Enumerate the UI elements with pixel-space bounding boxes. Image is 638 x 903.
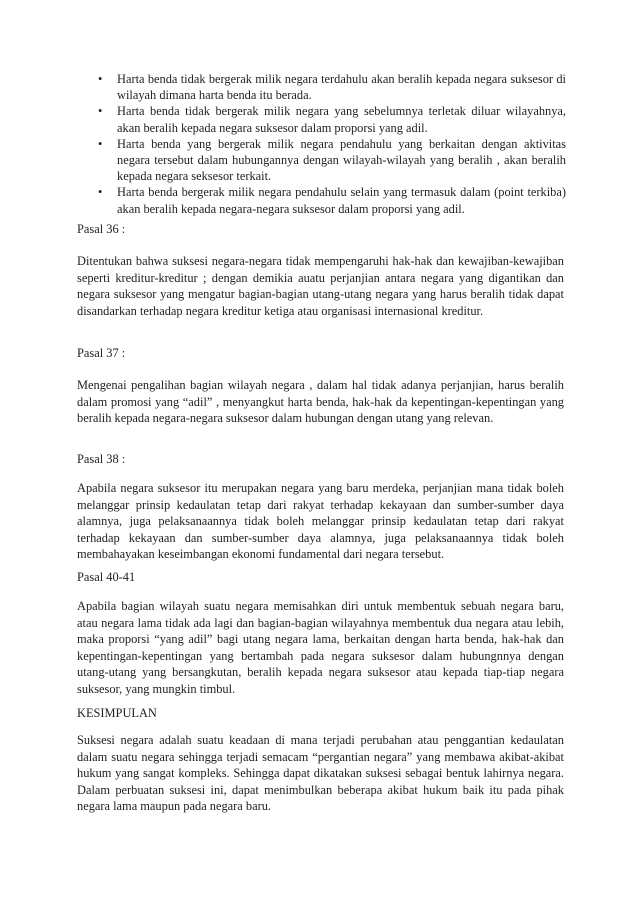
kesimpulan-paragraph: Suksesi negara adalah suatu keadaan di mana terjadi perubahan atau penggantian kedaulatan dalam suatu negara sehingga terjadi semacam “pergantian negara” yang membawa akibat-akibat hukum yang sangat kompleks. Sehingga dapat dikatakan suksesi sebagai bentuk lahirnya negara. Dalam perbuatan suksesi ini, dapat menimbulkan beberapa akibat hukum baik itu pada pihak negara lama maupun pada negara baru. [77,733,564,814]
bullet-item [96,103,566,135]
pasal-37-heading: Pasal 37 : [77,346,126,360]
bullet-item [96,71,566,103]
bullet-text: Harta benda bergerak milik negara pendahulu selain yang termasuk dalam (point terkiba) akan beralih kepada negara-negara suksesor dalam proporsi yang adil. [117,185,566,216]
bullet-dot-icon: • [98,136,103,151]
pasal-36-paragraph: Ditentukan bahwa suksesi negara-negara tidak mempengaruhi hak-hak dan kewajiban-kewajiban seperti kreditur-kreditur ; dengan demikia auatu perjanjian antara negara yang digantikan dan negara suksesor yang mengatur bagian-bagian utang-utang negara yang harus beralih tidak dapat disandarkan terhadap negara kreditur ketiga atau organisasi internasional kreditur. [77,254,564,318]
bullet-dot-icon: • [98,104,103,119]
pasal-36-heading: Pasal 36 : [77,222,126,236]
asset-transfer-bullet-list [96,71,566,217]
pasal-40-41-heading: Pasal 40-41 [77,570,136,584]
bullet-text: Harta benda tidak bergerak milik negara terdahulu akan beralih kepada negara suksesor di wilayah dimana harta benda itu berada. [117,72,566,103]
bullet-dot-icon: • [98,72,103,86]
pasal-38-heading: Pasal 38 : [77,452,126,466]
bullet-item [96,136,566,185]
pasal-40-41-paragraph: Apabila bagian wilayah suatu negara memisahkan diri untuk membentuk sebuah negara baru, atau negara lama tidak ada lagi dan bagian-bagian wilayahnya membentuk dua negara atau lebih, maka proporsi “yang adil” bagi utang negara lama, berkaitan dengan harta benda, hak-hak dan kepentingan-kepentingan yang bertambah pada negara suksesor dalam hubungnnya dengan utang-utang yang bersangkutan, beralih kepada negara suksesor atau kepada tiap-tiap negara suksesor, yang mungkin timbul. [77,599,564,696]
bullet-item [96,184,566,216]
bullet-text: Harta benda tidak bergerak milik negara yang sebelumnya terletak diluar wilayahnya, akan beralih kepada negara suksesor dalam proporsi yang adil. [117,104,566,135]
bullet-text: Harta benda yang bergerak milik negara pendahulu yang berkaitan dengan aktivitas negara tersebut dalam hubungannya dengan wilayah-wilayah yang beralih , akan beralih kepada negara seksesor terkait. [117,136,566,184]
kesimpulan-heading: KESIMPULAN [77,706,157,720]
pasal-38-paragraph: Apabila negara suksesor itu merupakan negara yang baru merdeka, perjanjian mana tidak boleh melanggar prinsip kedaulatan tetap dari rakyat terhadap kekayaan dan sumber-sumber daya alamnya, juga pelaksanaannya tidak boleh melanggar prinsip kedaulatan tetap dari rakyat terhadap kekayaan dan sumber-sumber daya alamnya, juga pelaksanaannya tidak boleh membahayakan keseimbangan ekonomi fundamental dari negara tersebut. [77,481,564,562]
pasal-37-paragraph: Mengenai pengalihan bagian wilayah negara , dalam hal tidak adanya perjanjian, harus beralih dalam promosi yang “adil” , menyangkut harta benda, hak-hak da kepentingan-kepentingan yang beralih kepada negara-negara suksesor dalam hubungan dengan utang yang relevan. [77,378,564,426]
bullet-dot-icon: • [98,185,103,200]
